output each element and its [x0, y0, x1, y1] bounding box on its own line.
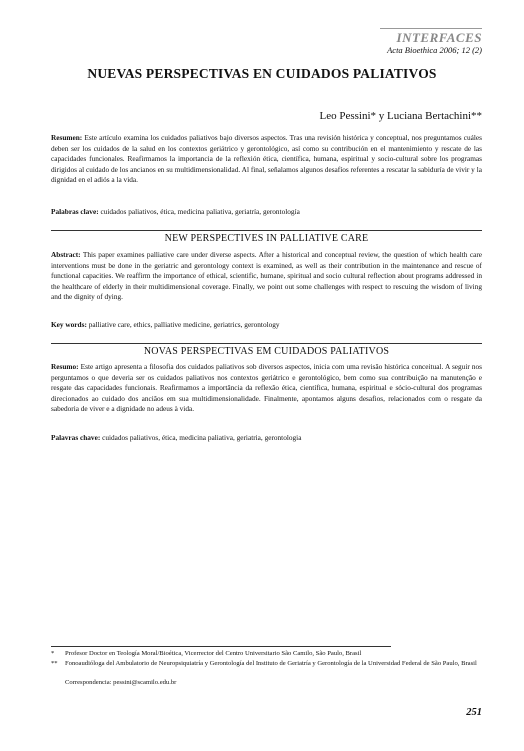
- article-authors: Leo Pessini* y Luciana Bertachini**: [319, 110, 482, 122]
- header-rule: [380, 28, 482, 29]
- footnote-correspondence: Correspondencia: pessini@scamilo.edu.br: [65, 679, 177, 686]
- keywords-label-portuguese: Palavras chave:: [51, 433, 101, 442]
- keywords-text-portuguese: cuidados paliativos, ética, medicina paliativa, geriatria, gerontologia: [102, 433, 302, 442]
- footnote-text-1: Profesor Doctor en Teología Moral/Bioética, Vicerrector del Centro Universitario São Camilo, São Paulo, Brasil: [65, 650, 362, 657]
- abstract-label-spanish: Resumen:: [51, 133, 83, 142]
- section-rule-english: [51, 230, 482, 231]
- keywords-spanish: [51, 207, 482, 217]
- abstract-spanish: [51, 133, 482, 186]
- abstract-text-english: This paper examines palliative care under diverse aspects. After a historical and conceptual review, the question of which health care interventions must be done in the geriatric and gerontology context is examined, as well as their contribution in the maintenance and rescue of functional capacities. We reaffirm the importance of ethical, scientific, humane, spiritual and socio cultural reflection about programs addressed in the healthcare of elderly in their multidimensional coverage. Finally, we point out some challenges with respect to rescuing the wisdom of living and the dignity of dying.: [51, 250, 482, 302]
- section-rule-portuguese: [51, 343, 482, 344]
- section-label: INTERFACES: [396, 30, 482, 45]
- keywords-english: [51, 320, 482, 330]
- journal-citation: Acta Bioethica 2006; 12 (2): [387, 45, 482, 55]
- abstract-english: [51, 250, 482, 303]
- footnote-mark-1: *: [51, 650, 55, 657]
- footnote-1: [51, 650, 482, 659]
- footnote-3: [51, 679, 482, 688]
- page-number: 251: [466, 707, 482, 718]
- abstract-text-spanish: Este artículo examina los cuidados paliativos bajo diversos aspectos. Tras una revisión histórica y conceptual, nos preguntamos cuáles deben ser los cuidados de la salud en los contextos geriátrico y gerontológico, así como su contribución en el mantenimiento y rescate de las capacidades funcionales. Reafirmamos la importancia de la reflexión ética, científica, humana, espiritual y socio-cultural sobre los programas dirigidos al cuidado de los ancianos en su multidimensionalidad. Al final, señalamos algunos desafíos referentes a rescatar la sabiduría de vivir y la dignidad en el adiós a la vida.: [51, 133, 482, 185]
- abstract-label-english: Abstract:: [51, 250, 81, 259]
- keywords-portuguese: [51, 433, 482, 443]
- footnote-rule: [51, 646, 391, 647]
- keywords-text-english: palliative care, ethics, palliative medicine, geriatrics, gerontology: [88, 320, 280, 329]
- abstract-label-portuguese: Resumo:: [51, 362, 79, 371]
- footnote-text-2: Fonoaudióloga del Ambulatorio de Neuropsiquiatría y Gerontología del Instituto de Geriatría y Gerontología de la Universidad Federal de São Paulo, Brasil: [65, 660, 477, 667]
- keywords-label-english: Key words:: [51, 320, 87, 329]
- abstract-portuguese: [51, 362, 482, 415]
- keywords-text-spanish: cuidados paliativos, ética, medicina paliativa, geriatría, gerontología: [100, 207, 300, 216]
- keywords-label-spanish: Palabras clave:: [51, 207, 99, 216]
- abstract-text-portuguese: Este artigo apresenta a filosofia dos cuidados paliativos sob diversos aspectos, inicia com uma revisão histórica conceitual. A seguir nos perguntamos o que deveria ser os cuidados paliativos nos contextos geriátrico e gerontológico, bem como sua contribuição na manutenção e resgate das capacidades funcionais. Reafirmamos a importância da reflexão ética, científica, humana, espiritual e sócio-cultural dos programas direcionados ao cuidado dos anciãos em sua multidimensionalidade. Finalmente, apontamos alguns desafios, relacionados com o resgate da sabedoria de viver e a dignidade no adeus à vida.: [51, 362, 482, 414]
- footnote-2: [51, 660, 482, 669]
- footnote-mark-2: **: [51, 660, 58, 667]
- heading-english: NEW PERSPECTIVES IN PALLIATIVE CARE: [164, 233, 369, 244]
- heading-portuguese: NOVAS PERSPECTIVAS EM CUIDADOS PALIATIVOS: [143, 346, 390, 357]
- article-title: NUEVAS PERSPECTIVAS EN CUIDADOS PALIATIVOS: [87, 66, 437, 81]
